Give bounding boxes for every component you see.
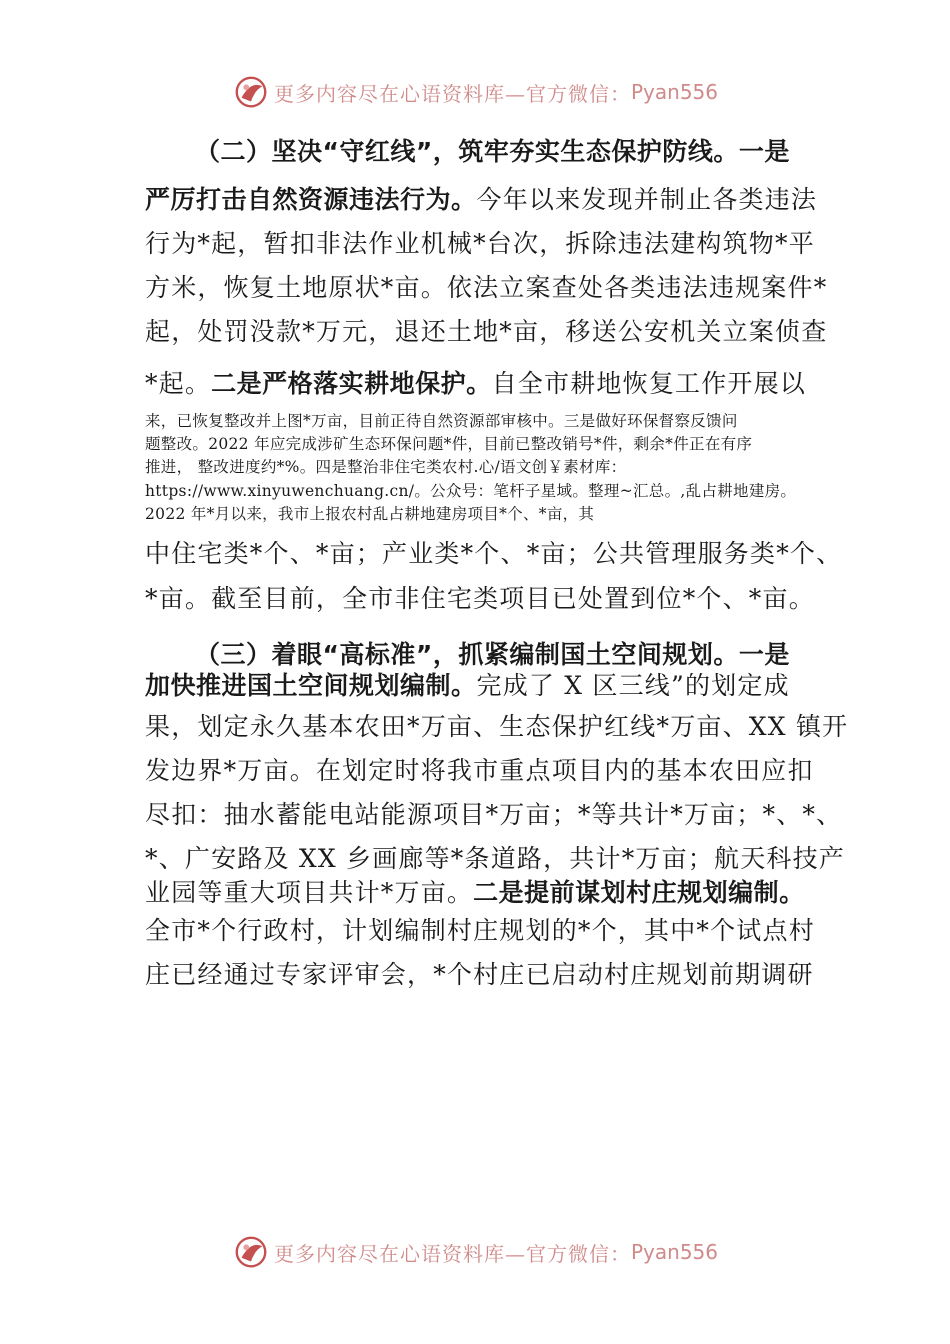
text-line: （二）坚决“守红线”，筑牢夯实生态保护防线。一是	[195, 137, 790, 166]
small-text-line: 2022 年*月以来，我市上报农村乱占耕地建房项目*个、*亩，其	[145, 505, 595, 523]
watermark-text: 更多内容尽在心语资料库—官方微信：	[273, 1241, 631, 1266]
text-line: 加快推进国土空间规划编制。完成了 X 区三线”的划定成	[145, 671, 790, 700]
text-line: *亩。截至目前，全市非住宅类项目已处置到位*个、*亩。	[145, 584, 815, 613]
text-line: 业园等重大项目共计*万亩。二是提前谋划村庄规划编制。	[145, 878, 805, 907]
text-line: 果，划定永久基本农田*万亩、生态保护红线*万亩、XX 镇开	[145, 712, 849, 741]
small-text-line: 题整改。2022 年应完成涉矿生态环保问题*件，目前已整改销号*件，剩余*件正在有序	[145, 435, 753, 453]
text-line: *、广安路及 XX 乡画廊等*条道路，共计*万亩；航天科技产	[145, 844, 845, 873]
text-line: （三）着眼“高标准”，抓紧编制国土空间规划。一是	[195, 640, 790, 669]
text-line: 起，处罚没款*万元，退还土地*亩，移送公安机关立案侦查	[145, 317, 828, 346]
text-line: 庄已经通过专家评审会，*个村庄已启动村庄规划前期调研	[145, 960, 814, 989]
small-text-line: 来，已恢复整改并上图*万亩，目前正待自然资源部审核中。三是做好环保督察反馈问	[145, 412, 738, 430]
small-text-line: https://www.xinyuwenchuang.cn/。公众号：笔杆子星域。整理~汇总。,乱占耕地建房。	[145, 482, 797, 500]
text-line: 严厉打击自然资源违法行为。今年以来发现并制止各类违法	[145, 185, 818, 214]
text-line: 行为*起，暂扣非法作业机械*台次，拆除违法建构筑物*平	[145, 229, 815, 258]
text-line: *起。二是严格落实耕地保护。自全市耕地恢复工作开展以	[145, 369, 807, 398]
watermark-id: Pyan556	[630, 80, 718, 104]
logo-icon	[232, 1233, 270, 1271]
watermark-banner-top	[0, 70, 950, 114]
logo-icon	[232, 73, 270, 111]
text-line: 尽扣：抽水蓄能电站能源项目*万亩；*等共计*万亩；*、*、	[145, 800, 843, 829]
small-text-line: 推进， 整改进度约*%。四是整治非住宅类农村.心/语文创￥素材库：	[145, 458, 627, 476]
text-line: 中住宅类*个、*亩；产业类*个、*亩；公共管理服务类*个、	[145, 539, 843, 568]
watermark-banner-bottom	[0, 1230, 950, 1274]
text-line: 全市*个行政村，计划编制村庄规划的*个，其中*个试点村	[145, 916, 815, 945]
watermark-text: 更多内容尽在心语资料库—官方微信：	[273, 81, 631, 106]
watermark-id: Pyan556	[630, 1240, 718, 1264]
text-line: 发边界*万亩。在划定时将我市重点项目内的基本农田应扣	[145, 756, 814, 785]
text-line: 方米，恢复土地原状*亩。依法立案查处各类违法违规案件*	[145, 273, 828, 302]
